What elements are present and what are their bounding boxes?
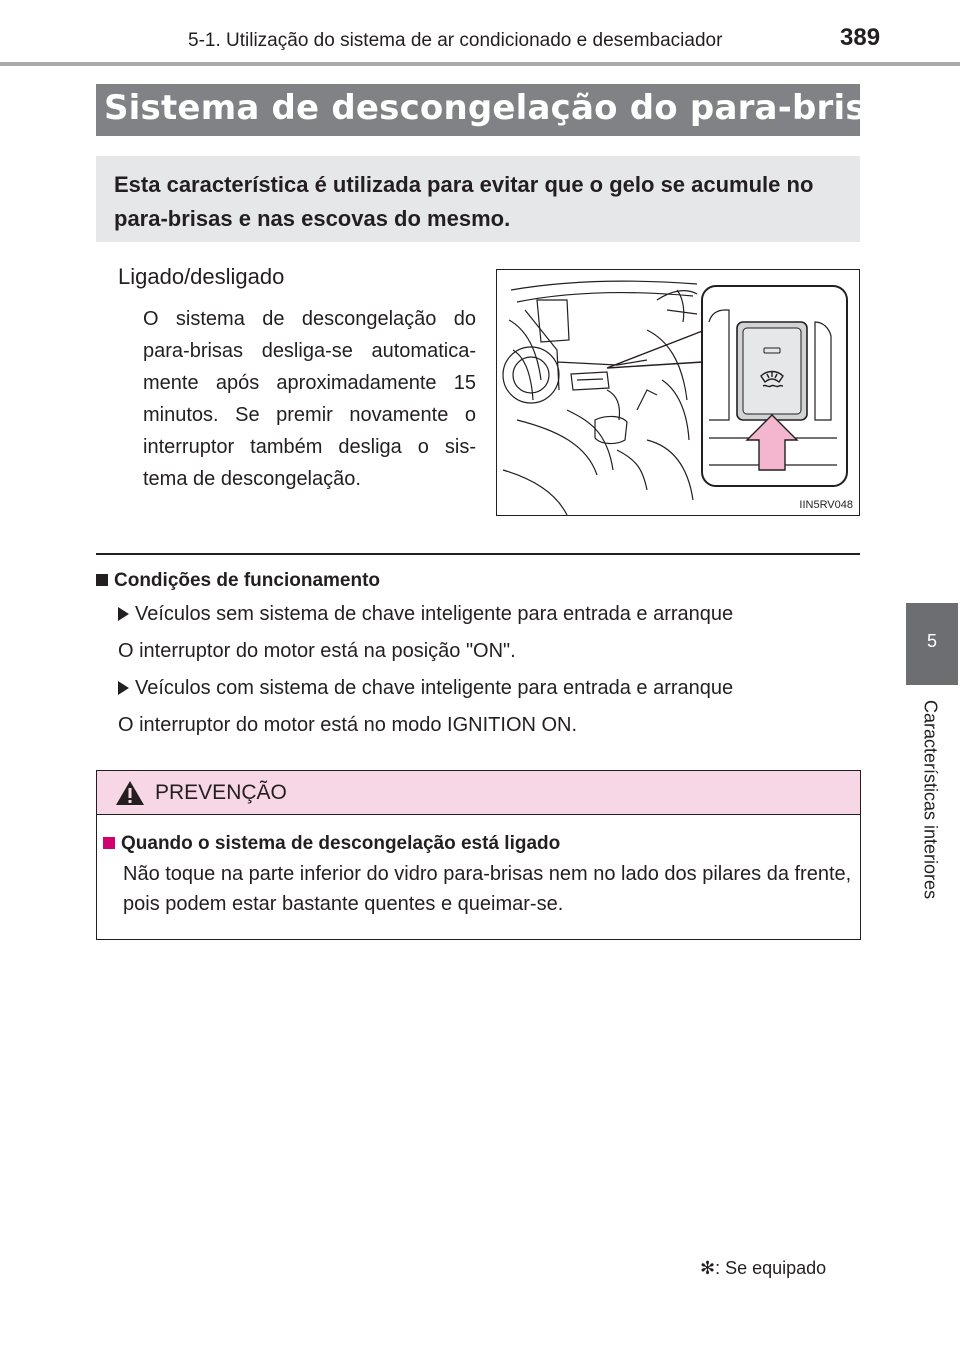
footnote [700,1258,826,1279]
section-divider [96,553,860,555]
section-title [104,84,925,128]
caution-subheading [103,833,560,855]
chapter-number: 5 [926,631,937,651]
section-title-bar [96,84,925,136]
on-off-heading: Ligado/desligado [118,264,285,289]
warning-triangle-icon [115,780,145,806]
triangle-bullet-icon [118,681,129,695]
page-number: 389 [840,24,881,51]
section-title-text: Sistema de descongelação do para-brisas [104,88,910,128]
chapter-title-vertical [900,700,960,940]
condition-case-text: Veículos sem sistema de chave inteligente para entrada e arranque [135,603,734,625]
figure-code: IIN5RV048 [799,499,853,511]
chapter-title: Características interiores [920,700,941,900]
header-section-title: 5-1. Utilização do sistema de ar condicionado e desembaciador [188,30,723,51]
condition-case-1 [118,603,733,626]
header-rule [0,62,960,66]
conditions-heading [96,570,380,592]
condition-text-1: O interruptor do motor está na posição "ON". [118,640,516,662]
conditions-heading-text: Condições de funcionamento [114,570,381,591]
summary-box [96,156,860,242]
summary-text: Esta característica é utilizada para evitar que o gelo se acumule no para-brisas e nas escovas do mesmo. [114,172,814,231]
on-off-description: O sistema de descongelação do para-brisas desliga-se automatica-mente após aproximadamente 15 minutos. Se premir novamente o interruptor também desliga o sis-tema de descongelação. [143,308,476,490]
caution-subheading-text: Quando o sistema de descongelação está ligado [121,833,561,854]
triangle-bullet-icon [118,607,129,621]
dashboard-illustration [496,269,860,516]
condition-case-2 [118,677,733,700]
chapter-tab [906,603,958,685]
caution-title: PREVENÇÃO [155,781,287,804]
footnote-text: : Se equipado [715,1258,827,1278]
caution-body: Não toque na parte inferior do vidro para-brisas nem no lado dos pilares da frente, pois podem estar bastante quentes e queimar-se. [123,863,852,915]
condition-text-2: O interruptor do motor está no modo IGNITION ON. [118,714,578,736]
square-bullet-icon [96,574,108,586]
optional-marker: ✻ [909,84,925,105]
caution-header [97,771,860,815]
square-bullet-icon [103,837,115,849]
condition-case-text: Veículos com sistema de chave inteligente para entrada e arranque [135,677,734,699]
caution-box [96,770,861,940]
footnote-marker: ✻ [700,1258,716,1278]
dashboard-drawing [497,270,859,515]
